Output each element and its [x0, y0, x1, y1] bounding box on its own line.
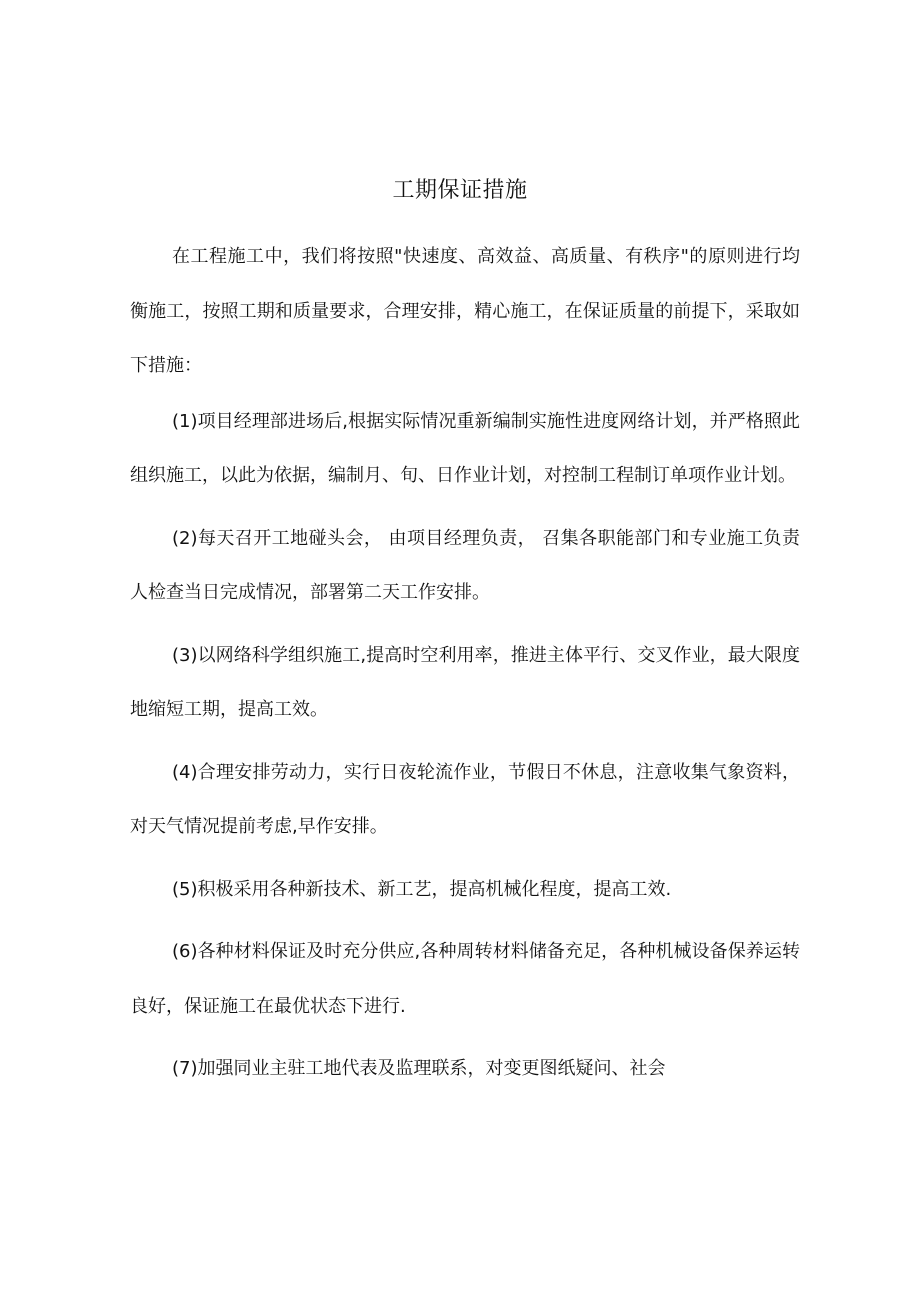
paragraph-measure-2: (2)每天召开工地碰头会， 由项目经理负责， 召集各职能部门和专业施工负责人检查当日完成情况，部署第二天工作安排。	[130, 527, 800, 603]
document-body	[130, 230, 800, 1105]
paragraph-intro: 在工程施工中，我们将按照"快速度、高效益、高质量、有秩序"的原则进行均衡施工，按照工期和质量要求，合理安排，精心施工，在保证质量的前提下，采取如下措施：	[130, 246, 800, 376]
paragraph-measure-4: (4)合理安排劳动力，实行日夜轮流作业，节假日不休息，注意收集气象资料， 对天气情况提前考虑,早作安排。	[130, 761, 800, 837]
paragraph-measure-6: (6)各种材料保证及时充分供应,各种周转材料储备充足，各种机械设备保养运转良好，保证施工在最优状态下进行.	[130, 941, 800, 1017]
document-title: 工期保证措施	[392, 178, 528, 203]
paragraph-measure-1: (1)项目经理部进场后,根据实际情况重新编制实施性进度网络计划，并严格照此组织施工，以此为依据，编制月、旬、日作业计划，对控制工程制订单项作业计划。	[130, 410, 800, 486]
paragraph-measure-7: (7)加强同业主驻工地代表及监理联系，对变更图纸疑问、社会	[172, 1058, 666, 1079]
paragraph-measure-3: (3)以网络科学组织施工,提高时空利用率，推进主体平行、交叉作业，最大限度地缩短工期，提高工效。	[130, 644, 800, 720]
paragraph-measure-5: (5)积极采用各种新技术、新工艺，提高机械化程度，提高工效.	[172, 878, 672, 900]
